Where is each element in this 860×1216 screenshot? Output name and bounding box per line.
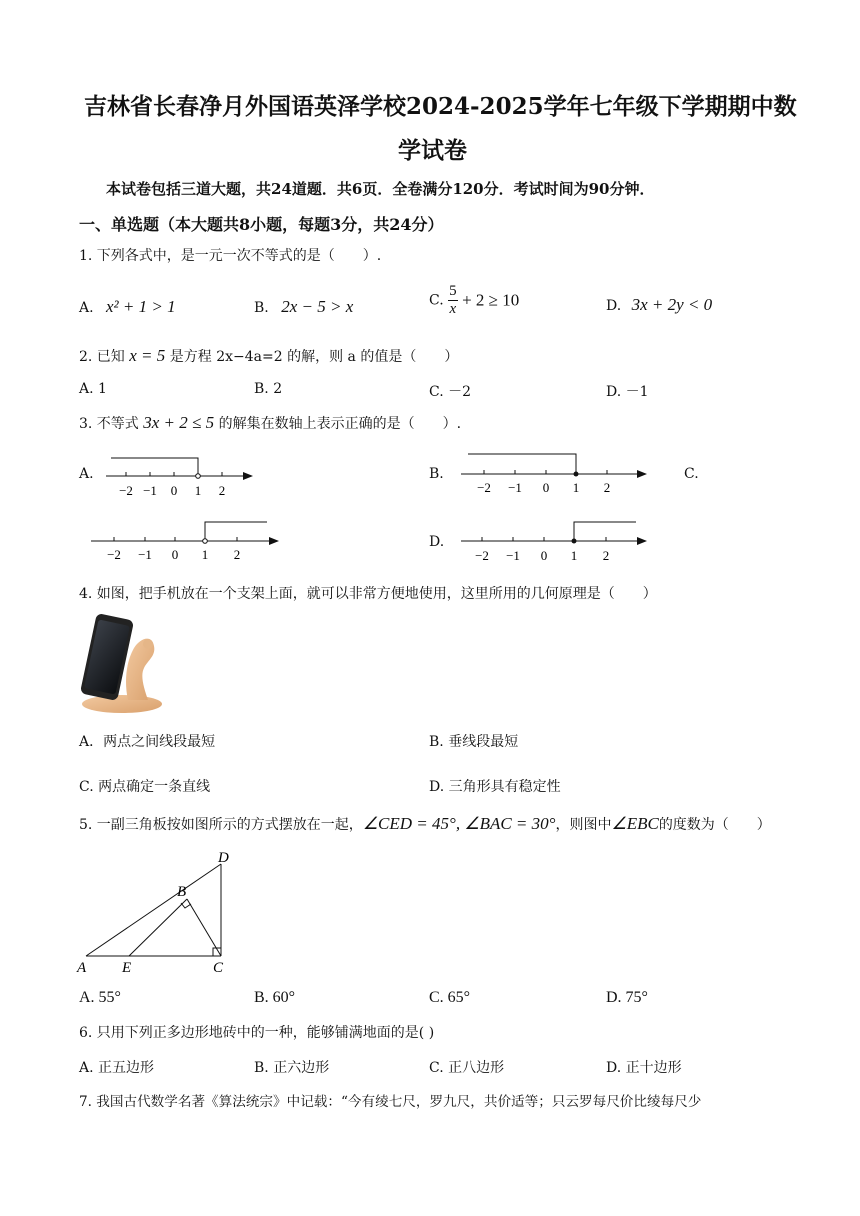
q3-a-tick: 0 [170, 483, 178, 498]
page-title-line1: 吉林省长春净月外国语英泽学校2024-2025学年七年级下学期期中数 [84, 93, 797, 120]
q3-number-line-c [85, 516, 285, 564]
q5-option-c: C. 65° [429, 989, 471, 1006]
q3-b-tick: 0 [542, 480, 550, 495]
q1-c-fraction [448, 284, 458, 317]
q1-a-expr: x² + 1 > 1 [106, 297, 176, 316]
label-a: A [77, 960, 87, 976]
q3-a-tick: 1 [194, 483, 202, 498]
q3-b-tick: 2 [603, 480, 611, 495]
q5-option-b: B. 60° [254, 989, 296, 1006]
q6-option-c: C. 正八边形 [429, 1060, 505, 1076]
q3-d-endpoint [572, 539, 577, 544]
q3-a-tick: 2 [218, 483, 226, 498]
q3-b-tick: −2 [477, 480, 491, 495]
q3-stem-eq: 3x + 2 ≤ 5 [143, 413, 215, 432]
phone-stand-photo [78, 612, 168, 716]
q1-stem: 1. 下列各式中，是一元一次不等式的是（ ）. [79, 248, 382, 264]
stand-knob [143, 639, 153, 649]
q5-stem-angle: ∠EBC [611, 814, 659, 833]
q1-option-c [429, 284, 519, 317]
q3-d-tick: 2 [602, 548, 610, 563]
q3-number-line-a [100, 452, 260, 500]
label-e: E [122, 960, 132, 976]
q3-d-tick: −1 [506, 548, 520, 563]
q3-c-tick: −2 [107, 547, 121, 562]
q3-option-d-label: D. [429, 534, 445, 550]
q2-option-a: A. 1 [79, 381, 107, 397]
q5-stem [79, 814, 771, 834]
q5-triangle-figure [76, 846, 236, 978]
q5-stem-math: ∠CED = 45°, ∠BAC = 30° [362, 814, 556, 833]
label-d: D [218, 850, 229, 866]
q3-b-tick: −1 [508, 480, 522, 495]
q3-number-line-b [455, 448, 655, 498]
q3-a-tick: −2 [119, 483, 133, 498]
q1-c-denominator: x [449, 301, 457, 317]
q1-c-numerator: 5 [449, 283, 457, 299]
q2-option-c: C. －2 [429, 384, 472, 400]
q3-b-endpoint [574, 472, 579, 477]
q4-option-a: A．两点之间线段最短 [79, 734, 216, 750]
q2-option-b: B. 2 [254, 381, 283, 397]
q3-c-tick: −1 [138, 547, 152, 562]
q6-option-d: D. 正十边形 [606, 1060, 682, 1076]
q1-c-label: C. [429, 292, 444, 309]
q2-stem-pre: 2. 已知 [79, 349, 125, 365]
q1-b-label: B. [254, 300, 269, 316]
q3-d-arrow [637, 537, 647, 545]
q3-option-b-label: B. [429, 466, 444, 482]
q3-option-c-label: C. [684, 466, 699, 482]
page-title-line2: 学试卷 [398, 137, 467, 164]
q3-c-tick: 1 [201, 547, 209, 562]
segment-bc [187, 899, 221, 956]
q3-c-tick: 2 [233, 547, 241, 562]
q3-stem-pre: 3. 不等式 [79, 416, 139, 432]
q3-d-ray [574, 522, 636, 541]
q3-a-endpoint [196, 474, 201, 479]
q3-c-ray [205, 522, 267, 541]
q1-b-expr: 2x − 5 > x [281, 297, 354, 316]
q1-d-label: D. [606, 298, 622, 314]
q5-stem-pre: 5. 一副三角板按如图所示的方式摆放在一起， [79, 817, 363, 833]
q1-option-b [254, 297, 353, 317]
q6-option-a: A. 正五边形 [79, 1060, 155, 1076]
section-heading: 一、单选题（本大题共8小题，每题3分，共24分） [79, 215, 444, 234]
q4-option-c: C. 两点确定一条直线 [79, 779, 211, 795]
label-c: C [213, 960, 224, 976]
q1-a-label: A. [79, 300, 94, 316]
q3-d-tick: 1 [570, 548, 578, 563]
q6-stem: 6. 只用下列正多边形地砖中的一种，能够铺满地面的是( ) [79, 1025, 435, 1041]
q3-a-tick: −1 [143, 483, 157, 498]
q1-option-a [79, 297, 176, 317]
q7-stem: 7. 我国古代数学名著《算法统宗》中记载：“今有绫七尺，罗九尺，共价适等；只云罗每尺价比绫每尺少 [79, 1094, 702, 1110]
q3-b-tick: 1 [572, 480, 580, 495]
q1-c-rest: + 2 ≥ 10 [462, 290, 520, 310]
q4-stem: 4. 如图，把手机放在一个支架上面，就可以非常方便地使用，这里所用的几何原理是（ ） [79, 586, 657, 602]
stand-base [82, 695, 162, 713]
q4-option-b: B. 垂线段最短 [429, 734, 519, 750]
q3-b-arrow [637, 470, 647, 478]
q3-d-tick: 0 [540, 548, 548, 563]
q5-stem-mid: ，则图中 [555, 817, 612, 833]
q1-option-d [606, 295, 712, 315]
q3-c-arrow [269, 537, 279, 545]
phone-screen [84, 619, 130, 694]
q6-option-b: B. 正六边形 [254, 1060, 330, 1076]
exam-instructions: 本试卷包括三道大题，共24道题．共6页．全卷满分120分．考试时间为90分钟． [106, 180, 655, 198]
q2-stem-post: 是方程 2x−4a=2 的解，则 a 的值是（ ） [169, 349, 459, 365]
q3-c-endpoint [203, 539, 208, 544]
q3-c-tick: 0 [171, 547, 179, 562]
q5-stem-post: 的度数为（ ） [658, 817, 771, 833]
q3-stem-post: 的解集在数轴上表示正确的是（ ）. [218, 416, 462, 432]
q2-stem [79, 346, 458, 366]
q3-a-arrow [243, 472, 253, 480]
label-b: B [177, 884, 187, 900]
q3-option-a-label: A. [79, 466, 94, 482]
q3-number-line-d [455, 516, 655, 566]
q5-option-d: D. 75° [606, 989, 648, 1006]
q2-stem-eq: x = 5 [129, 346, 166, 365]
segment-ad [86, 864, 221, 956]
q3-stem [79, 413, 461, 433]
q3-d-tick: −2 [475, 548, 489, 563]
q5-option-a: A. 55° [79, 989, 121, 1006]
q4-option-d: D. 三角形具有稳定性 [429, 779, 561, 795]
segment-eb [129, 899, 187, 956]
q1-d-expr: 3x + 2y < 0 [631, 295, 713, 314]
q2-option-d: D. －1 [606, 384, 649, 400]
q3-a-ray [111, 458, 198, 476]
